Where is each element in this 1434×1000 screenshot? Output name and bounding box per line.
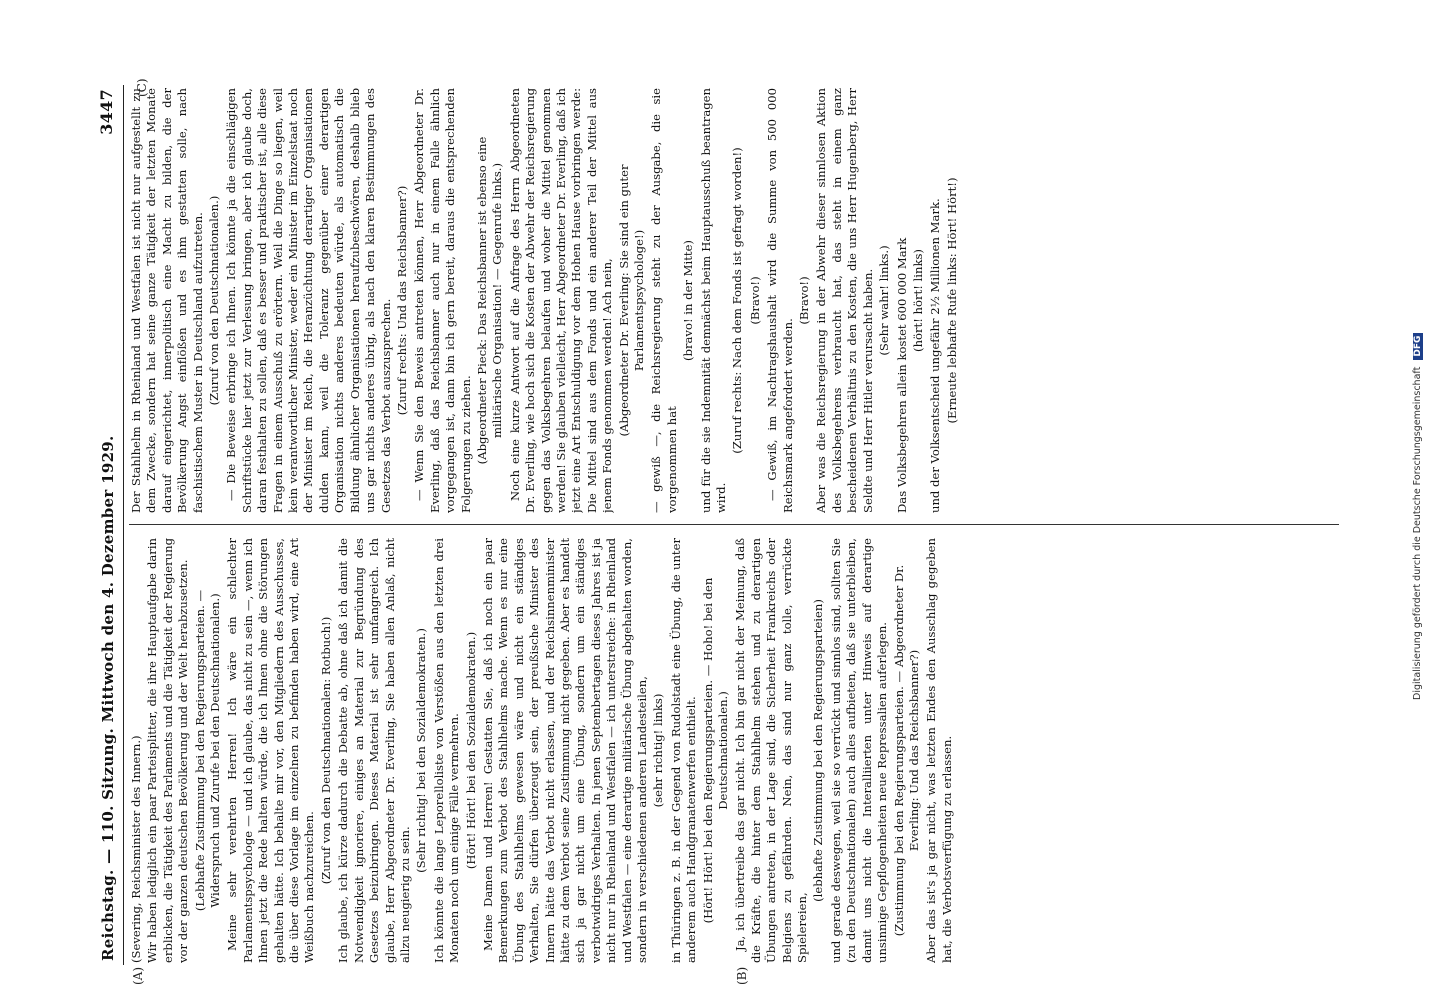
interjection: (Erneute lebhafte Rufe links: Hört! Hört!) xyxy=(944,177,959,424)
interjection: (Bravo!) xyxy=(747,276,762,325)
interjection: (Zuruf rechts: Nach dem Fonds ist gefragt worden!) xyxy=(730,147,745,454)
document-page xyxy=(95,78,1355,985)
interjection: (Hört! Hört! bei den Sozialdemokraten.) xyxy=(463,631,478,870)
page-header xyxy=(95,85,121,965)
paragraph: Ich könnte die lange Leporelloliste von Verstößen aus den letzten drei Monaten noch um einige Fälle vermehren. xyxy=(431,538,462,963)
paragraph: — gewiß —, die Reichsregierung steht zu der Ausgabe, die sie vorgenommen hat xyxy=(649,88,679,513)
paragraph: — Gewiß, im Nachtragshaushalt wird die Summe von 500 000 Reichsmark angefordert werden. xyxy=(765,88,795,513)
paragraph: in Thüringen z. B. in der Gegend von Rudolstadt eine Übung, die unter anderem auch Handgranatenwerfen enthielt. xyxy=(668,538,699,963)
paragraph: und für die sie Indemnität demnächst beim Hauptausschuß beantragen wird. xyxy=(698,88,729,513)
header-rule xyxy=(123,85,124,965)
paragraph: Noch eine kurze Antwort auf die Anfrage des Herrn Abgeordneten Dr. Everling, wie hoch sich die Kosten der Abwehr der Reichsregierung gegen das Volksbegehren belaufen und woher die Mittel genommen werden! Sie glauben vielleicht, Herr Abgeordneter Dr. Everling, daß ich jetzt eine Art Entschuldigung vor dem Hohen Hause vorbringen werde: Die Mittel sind aus dem Fonds und ein anderer Teil der Mittel aus jenem Fonds genommen werden! Ach nein, xyxy=(507,88,615,513)
interjection: (Abgeordneter Dr. Everling: Sie sind ein guter Parlamentspsychologe!) xyxy=(616,164,646,437)
funding-text: Digitalisierung gefördert durch die Deutsche Forschungsgemeinschaft xyxy=(1412,366,1423,700)
header-title: Reichstag. — 110. Sitzung. Mittwoch den 4. Dezember 1929. xyxy=(99,435,117,961)
funding-note xyxy=(1412,20,1432,700)
interjection: (Zuruf rechts: Und das Reichsbanner?) xyxy=(394,185,409,416)
paragraph: Ich glaube, ich kürze dadurch die Debatte ab, ohne daß ich damit die Notwendigkeit ignoriere, einiges an Material zur Begründung des Gesetzes beizubringen. Dieses Material ist sehr umfangreich. Ich glaube, Herr Abgeordneter Dr. Everling, Sie haben allen Anlaß, nicht allzu neugierig zu sein. xyxy=(336,538,412,963)
column-divider xyxy=(129,524,1339,525)
dfg-logo: DFG xyxy=(1413,333,1423,360)
interjection: (Bravo!) xyxy=(797,276,812,325)
interjection: (lebhafte Zustimmung bei den Regierungsparteien) xyxy=(811,599,826,902)
paragraph: Der Stahlhelm in Rheinland und Westfalen ist nicht nur aufgestellt zu dem Zwecke, sondern hat seine ganze Tätigkeit der letzten Monate darauf eingerichtet, innerpolitisch eine Macht zu bilden, die der Bevölkerung Angst einflößen und es ihm gestatten solle, nach faschistischem Muster in Deutschland aufzutreten. xyxy=(129,88,205,513)
paragraph: Aber was die Reichsregierung in der Abwehr dieser sinnlosen Aktion des Volksbegehrens verbraucht hat, das steht in einem ganz bescheidenen Verhältnis zu den Kosten, die uns Herr Hugenberg, Herr Seldte und Herr Hitler verursacht haben. xyxy=(814,88,875,513)
interjection: (Abgeordneter Pieck: Das Reichsbanner ist ebenso eine militärische Organisation! — Gegenrufe links.) xyxy=(474,136,505,465)
interjection: (Sehr wahr! links.) xyxy=(877,245,892,356)
paragraph: Meine sehr verehrten Herren! Ich wäre ein schlechter Parlamentspsychologe — und ich glaube, das nicht zu sein —, wenn ich Ihnen jetzt die Rede halten würde, die ich Ihnen ohne die Störungen gehalten hätte. Ich behalte mir vor, den Mitgliedern des Ausschusses, die über diese Vorlage im einzelnen zu befinden haben wird, eine Art Weißbuch nachzureichen. xyxy=(225,538,317,963)
paragraph: Aber das ist's ja gar nicht, was letzten Endes den Ausschlag gegeben hat, die Verbotsverfügung zu erlassen. xyxy=(924,538,954,963)
interjection: (Zustimmung bei den Regierungsparteien. — Abgeordneter Dr. Everling: Und das Reichsbanner?) xyxy=(891,564,921,937)
paragraph: Ja, ich übertreibe das gar nicht. Ich bin gar nicht der Meinung, daß die Kräfte, die hinter dem Stahlhelm stehen und zu derartigen Übungen antreten, in der Lage sind, die Sicherheit Frankreichs oder Belgiens zu gefährden. Nein, das sind nur ganz tolle, verrückte Spielereien, xyxy=(733,538,810,963)
margin-mark-a: (A) xyxy=(131,966,145,985)
right-column xyxy=(129,88,1339,513)
paragraph: — Wenn Sie den Beweis antreten können, Herr Abgeordneter Dr. Everling, daß das Reichsbanner auch nur in einem Falle ähnlich vorgegangen ist, dann bin ich gern bereit, daraus die entsprechenden Folgerungen zu ziehen. xyxy=(412,88,473,513)
paragraph: und gerade deswegen, weil sie so verrückt und sinnlos sind, sollten Sie (zu den Deutschnationalen) auch alles aufbieten, daß sie unterbleiben, damit uns nicht die Interalliierten unter Hinweis auf derartige unsinnige Gepflogenheiten neue Repressalien auferlegen. xyxy=(828,538,890,963)
interjection: (sehr richtig! links) xyxy=(651,693,666,808)
interjection: (Zuruf von den Deutschnationalen.) xyxy=(207,195,222,406)
interjection: (Zuruf von den Deutschnationalen: Rotbuch!) xyxy=(318,616,333,885)
paragraph: Meine Damen und Herren! Gestatten Sie, daß ich noch ein paar Bemerkungen zum Verbot des Stahlhelms mache. Wenn es nur eine Übung des Stahlhelms gewesen wäre und nicht ein ständiges Verhalten, Sie dürfen überzeugt sein, der preußische Minister des Innern hätte das Verbot nicht erlassen, und der Reichsinnenminister hätte zu dem Verbot seine Zustimmung nicht gegeben. Aber es handelt sich ja gar nicht um eine Übung, sondern um ein ständiges verbotwidriges Verhalten. In jenen Septembertagen dieses Jahres ist ja nicht nur in Rheinland und Westfalen — ich unterstreiche: in Rheinland und Westfalen — eine derartige militärische Übung abgehalten worden, sondern in verschiedenen anderen Landesteilen, xyxy=(480,538,649,963)
interjection: (Lebhafte Zustimmung bei den Regierungsparteien. — Widerspruch und Zurufe bei den Deutschnationalen.) xyxy=(192,589,223,912)
paragraph: und der Volksentscheid ungefähr 2½ Millionen Mark. xyxy=(928,198,943,513)
paragraph: (Severing, Reichsminister des Innern.) xyxy=(129,735,143,963)
margin-mark-b: (B) xyxy=(735,966,749,985)
interjection: (Sehr richtig! bei den Sozialdemokraten.) xyxy=(414,628,429,873)
left-column xyxy=(129,538,1339,963)
paragraph: Wir haben lediglich ein paar Parteisplitter, die ihre Hauptaufgabe darin erblicken, die Tätigkeit des Parlaments und die Tätigkeit der Regierung vor der ganzen deutschen Bevölkerung und der Welt herabzusetzen. xyxy=(145,538,191,963)
page-number: 3447 xyxy=(97,89,116,135)
interjection: (hört! hört! links) xyxy=(910,249,925,352)
interjection: (Hört! Hört! bei den Regierungsparteien. — Hoho! bei den Deutschnationalen.) xyxy=(700,577,731,924)
paragraph: Das Volksbegehren allein kostet 600 000 Mark xyxy=(894,237,909,513)
interjection: (bravo! in der Mitte) xyxy=(681,240,696,361)
paragraph: — Die Beweise erbringe ich Ihnen. Ich könnte ja die einschlägigen Schriftstücke hier jetzt zur Verlesung bringen, aber ich glaube doch, daran festhalten zu sollen, daß es besser und praktischer ist, alle diese Fragen in einem Ausschuß zu erörtern. Weil die Dinge so liegen, weil kein verantwortlicher Minister, weder ein Minister im Einzelstaat noch der Minister im Reich, die Heranzüchtung derartiger Organisationen dulden kann, weil die Toleranz gegenüber einer derartigen Organisation nichts anderes bedeuten würde, als automatisch die Bildung ähnlicher Organisationen heraufzubeschwören, deshalb blieb uns gar nichts anderes übrig, als nach den klaren Bestimmungen des Gesetzes das Verbot auszusprechen. xyxy=(224,88,393,513)
margin-mark-c: (C) xyxy=(135,78,149,97)
